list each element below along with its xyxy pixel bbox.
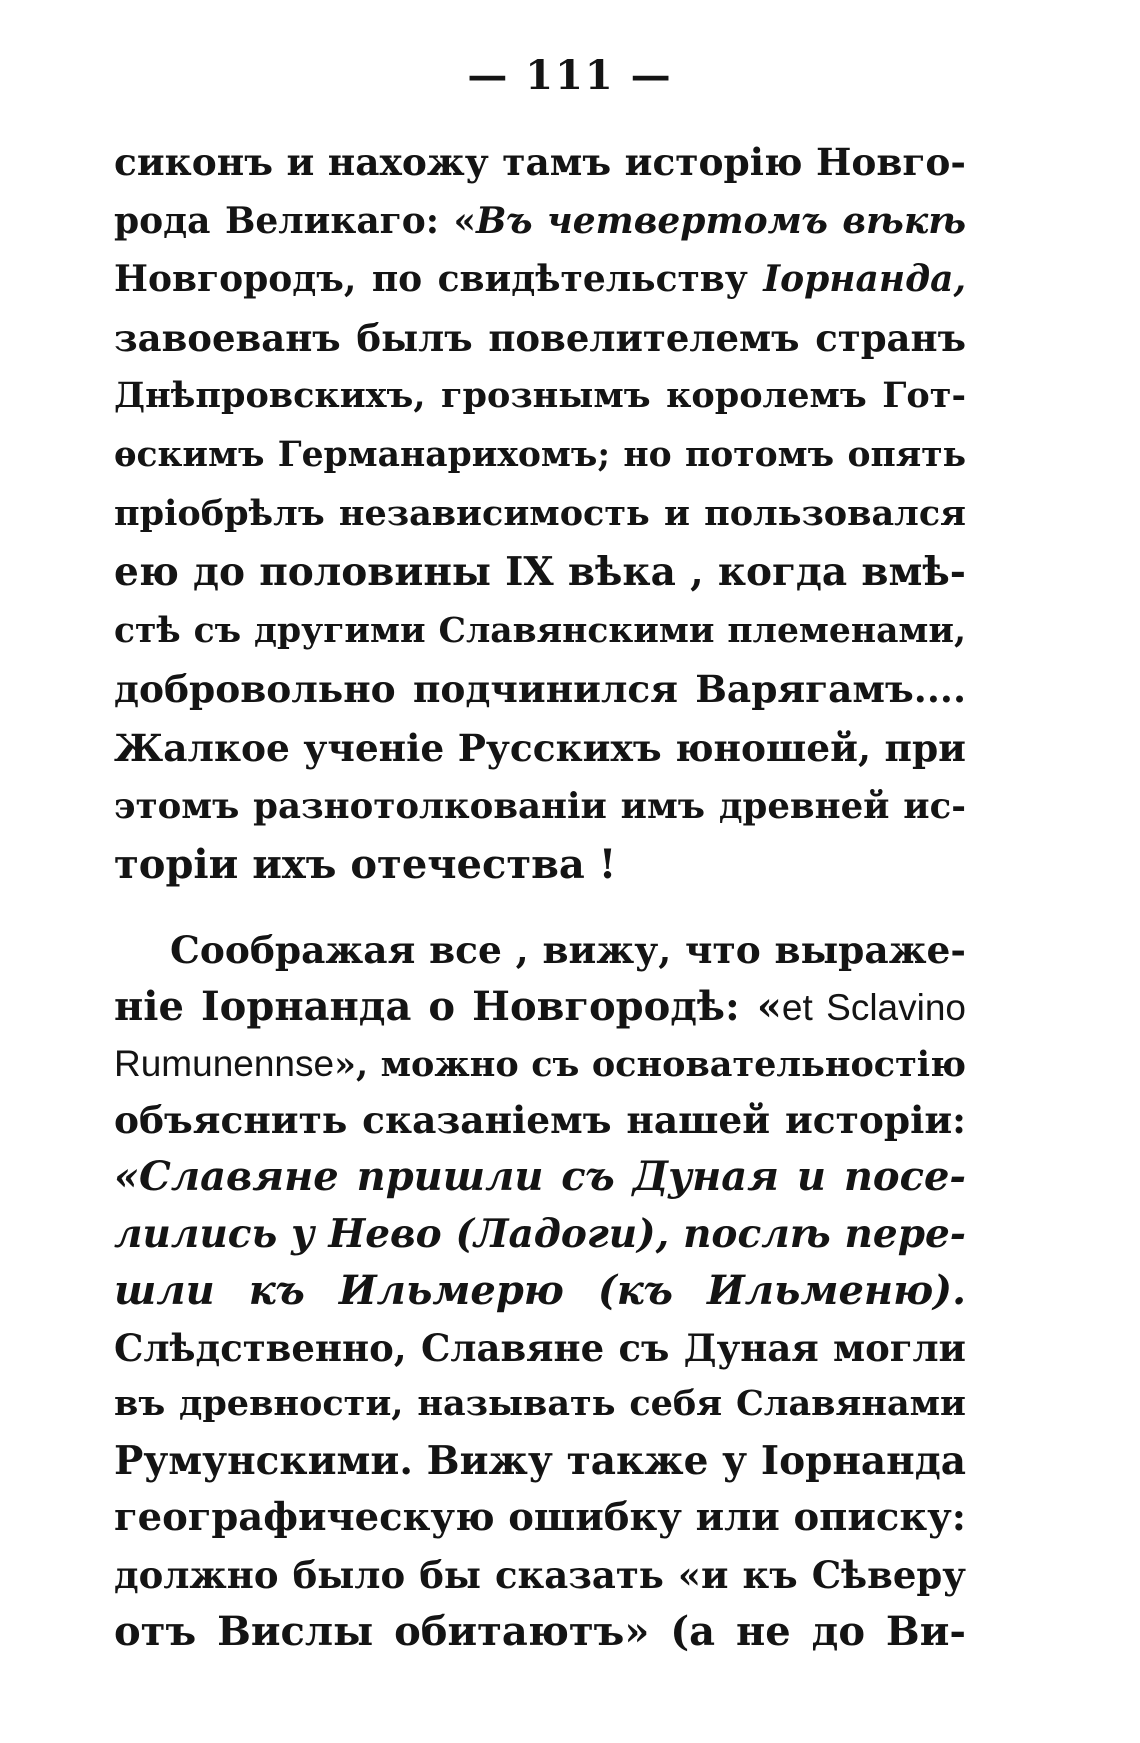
- text-line: этомъ разнотолкованіи имъ древней ис-: [114, 785, 966, 827]
- text-line: въ древности, называть себя Славянами: [114, 1383, 966, 1425]
- text-line: пріобрѣлъ независимость и пользовался: [114, 492, 966, 534]
- italic-name: Іорнанда: [763, 258, 954, 301]
- text-line: Жалкое ученіе Русскихъ юношей, при: [114, 725, 966, 770]
- text-line: [114, 192, 966, 251]
- latin-quote: et Sclavino: [781, 986, 966, 1028]
- text-line: ею до половины IX вѣка , когда вмѣ-: [114, 549, 966, 596]
- text-line: географическую ошибку или описку:: [114, 1494, 966, 1540]
- text-span: ніе Іорнанда о Новгородѣ: «: [114, 982, 782, 1030]
- paragraph-2: [114, 922, 966, 1660]
- text-line: отъ Вислы обитаютъ» (а не до Ви-: [114, 1607, 966, 1655]
- text-line: Слѣдственно, Славяне съ Дуная могли: [114, 1325, 966, 1370]
- text-span: ,: [953, 258, 966, 301]
- text-line: [114, 1036, 966, 1093]
- text-line: добровольно подчинился Варягамъ....: [114, 667, 966, 712]
- text-line: объяснить сказаніемъ нашей исторіи:: [114, 1098, 966, 1143]
- text-line: торіи ихъ отечества !: [114, 841, 617, 889]
- text-line: должно было бы сказать «и къ Сѣверу: [114, 1552, 966, 1597]
- italic-quote-line: «Славяне пришли съ Дуная и посе-: [114, 1153, 966, 1201]
- text-span: Новгородъ, по свидѣтельству: [114, 258, 764, 301]
- text-line: ѳскимъ Германарихомъ; но потомъ опять: [114, 434, 966, 475]
- text-line: Румунскими. Вижу также у Іорнанда: [114, 1438, 966, 1485]
- latin-quote: Rumunennse: [114, 1042, 335, 1084]
- italic-quote-line: шли къ Ильмерю (къ Ильменю).: [114, 1266, 966, 1314]
- text-line: Соображая все , вижу, что выраже-: [170, 928, 966, 972]
- text-line: [114, 979, 966, 1036]
- text-line: стѣ съ другими Славянскими племенами,: [114, 610, 966, 651]
- paragraph-1: [114, 133, 966, 895]
- text-span: рода Великаго: «: [114, 199, 476, 242]
- page-number: — 111 —: [467, 52, 673, 99]
- text-line: сиконъ и нахожу тамъ исторію Новго-: [114, 140, 966, 184]
- italic-quote: Въ четвертомъ вѣкѣ: [475, 199, 966, 242]
- text-span: », можно съ основательностію: [334, 1043, 966, 1085]
- text-line: Днѣпровскихъ, грознымъ королемъ Гот-: [114, 375, 966, 417]
- text-line: завоеванъ былъ повелителемъ странъ: [114, 315, 966, 360]
- italic-quote-line: лились у Нево (Ладоги), послѣ пере-: [114, 1210, 966, 1257]
- text-line: [114, 250, 966, 309]
